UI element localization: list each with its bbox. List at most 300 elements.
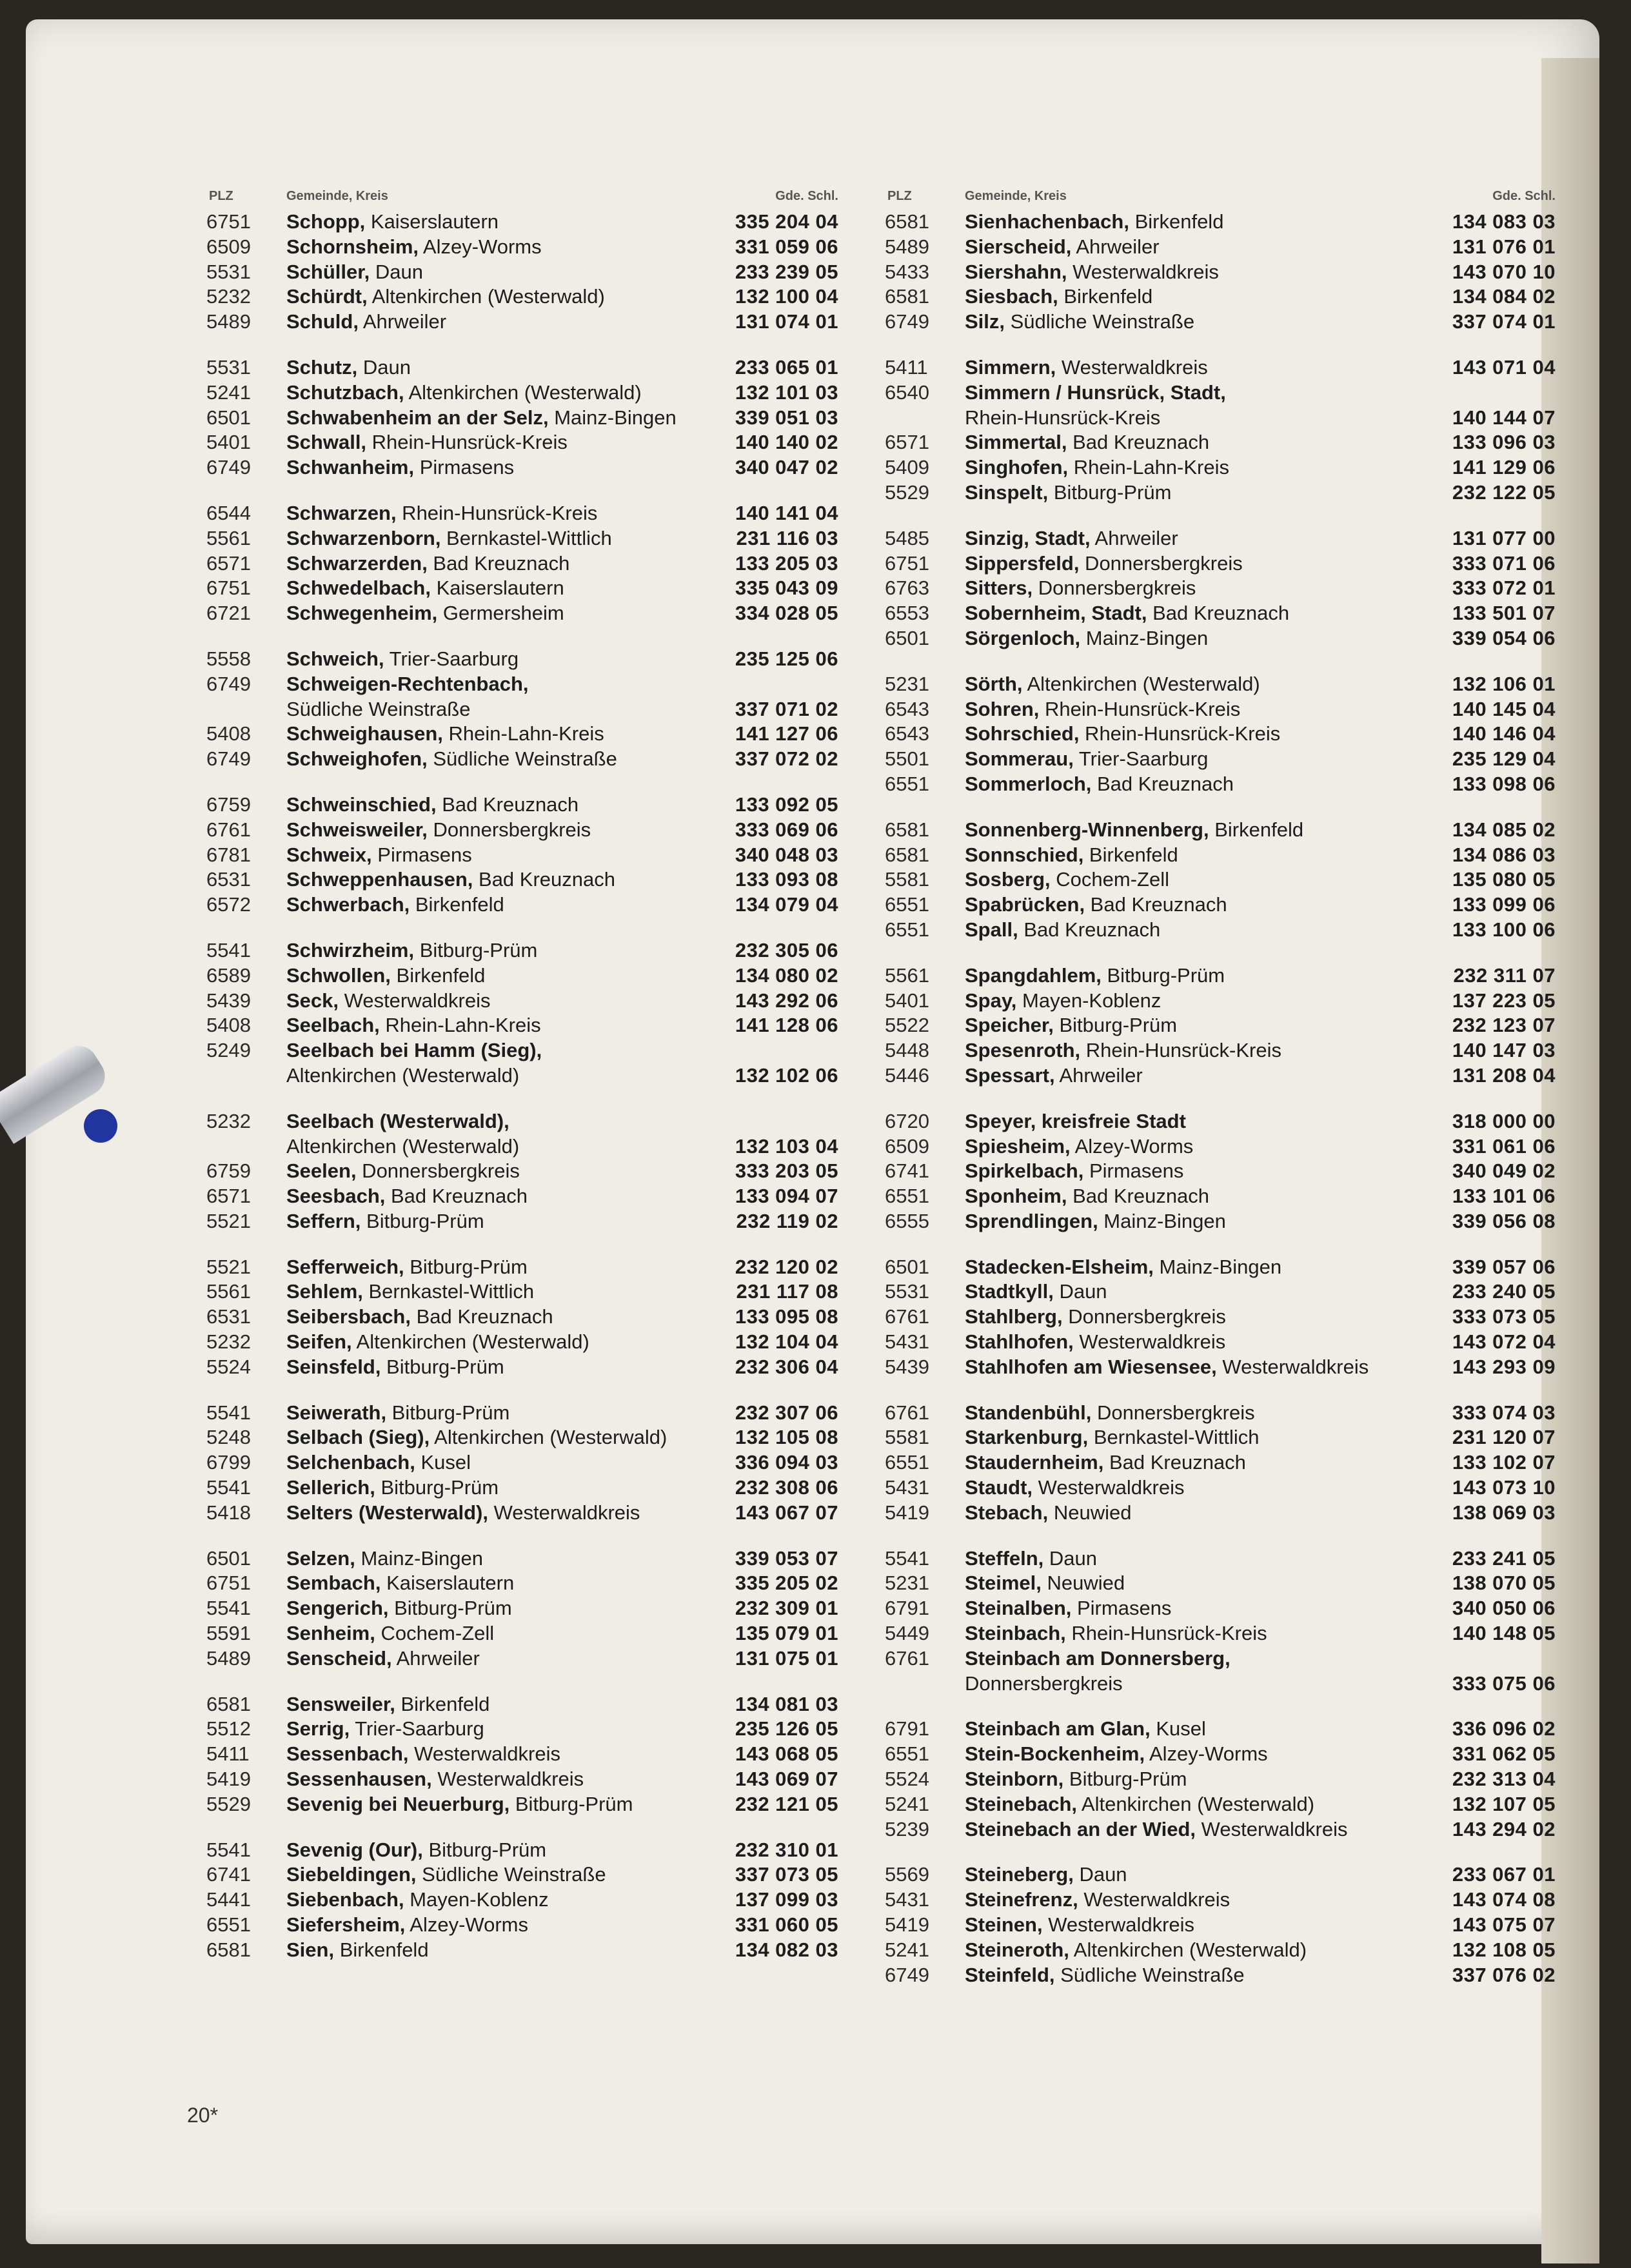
- municipality: [286, 1450, 471, 1475]
- municipality: [286, 1501, 640, 1526]
- list-item: [206, 1501, 858, 1526]
- district-name: Westerwaldkreis: [1033, 1476, 1185, 1499]
- postal-code: 6581: [885, 285, 929, 308]
- municipality-name: Schweisweiler,: [286, 818, 428, 841]
- municipality-name: Selbach (Sieg),: [286, 1426, 430, 1449]
- municipality-code: 140 146 04: [1452, 722, 1556, 745]
- municipality: [286, 672, 529, 722]
- municipality-code: 336 096 02: [1452, 1717, 1556, 1740]
- municipality-code: 143 070 10: [1452, 260, 1556, 283]
- postal-code: 6551: [885, 1185, 929, 1208]
- municipality-name: Schutz,: [286, 355, 358, 379]
- municipality: [965, 1501, 1131, 1526]
- district-name: Daun: [357, 355, 411, 379]
- postal-code: 6749: [206, 456, 251, 479]
- municipality-code: 138 069 03: [1452, 1501, 1556, 1524]
- postal-code: 5561: [206, 526, 251, 549]
- postal-code: 6551: [885, 918, 929, 941]
- municipality-name: Sinspelt,: [965, 480, 1049, 504]
- district-name: Bitburg-Prüm: [509, 1792, 633, 1815]
- municipality-code: 140 145 04: [1452, 697, 1556, 720]
- postal-code: 6581: [885, 818, 929, 841]
- municipality-name: Sien,: [286, 1938, 335, 1961]
- municipality: [286, 1425, 667, 1450]
- municipality-name: Spessart,: [965, 1063, 1055, 1087]
- postal-code: 6799: [206, 1451, 251, 1474]
- municipality-name: Sensweiler,: [286, 1692, 395, 1715]
- municipality-code: 132 108 05: [1452, 1938, 1556, 1961]
- municipality-name: Siebenbach,: [286, 1888, 404, 1911]
- municipality-code: 231 116 03: [736, 526, 838, 549]
- list-item: [206, 1279, 858, 1305]
- postal-code: 6751: [206, 577, 251, 600]
- municipality-name: Schwarzenborn,: [286, 526, 441, 549]
- municipality-code: 134 085 02: [1452, 818, 1556, 841]
- list-item: [206, 1692, 858, 1717]
- municipality-name: Schweppenhausen,: [286, 868, 473, 891]
- list-item: [885, 1817, 1556, 1842]
- municipality-code: 235 125 06: [735, 647, 838, 670]
- municipality-code: 232 120 02: [735, 1255, 838, 1278]
- municipality-code: 133 098 06: [1452, 772, 1556, 795]
- municipality-name: Schwabenheim an der Selz,: [286, 406, 549, 429]
- district-name: Rhein-Lahn-Kreis: [1068, 456, 1230, 479]
- municipality-name: Stahlhofen,: [965, 1330, 1074, 1354]
- municipality-name: Steimel,: [965, 1572, 1042, 1595]
- district-name: Ahrweiler: [1071, 235, 1160, 258]
- postal-code: 6751: [206, 210, 251, 233]
- district-name: Mainz-Bingen: [548, 406, 677, 429]
- list-item: [206, 1913, 858, 1938]
- municipality-code: 339 053 07: [735, 1546, 838, 1570]
- list-item: [206, 843, 858, 868]
- municipality: [286, 1038, 542, 1089]
- list-item: [206, 1330, 858, 1355]
- list-item: [885, 1305, 1556, 1330]
- municipality-name: Seinsfeld,: [286, 1355, 381, 1378]
- district-name: Trier-Saarburg: [350, 1717, 484, 1740]
- municipality: [286, 1888, 549, 1913]
- postal-code: 6581: [206, 1692, 251, 1715]
- municipality: [965, 1963, 1245, 1988]
- entry-group: [206, 647, 858, 772]
- list-item: [885, 355, 1556, 380]
- header-code: Gde. Schl.: [775, 189, 838, 203]
- district-name: Neuwied: [1048, 1501, 1132, 1524]
- district-name: Mayen-Koblenz: [404, 1888, 549, 1911]
- list-item: [885, 1501, 1556, 1526]
- district-name: Westerwaldkreis: [1216, 1355, 1369, 1378]
- municipality-code: 232 305 06: [735, 938, 838, 961]
- district-name: Pirmasens: [371, 843, 472, 866]
- postal-code: 5241: [885, 1938, 929, 1961]
- list-item: [885, 1450, 1556, 1475]
- postal-code: 6749: [206, 747, 251, 771]
- list-item: [206, 892, 858, 918]
- municipality-code: 132 102 06: [735, 1063, 838, 1087]
- district-name: Alzey-Worms: [405, 1913, 528, 1937]
- municipality-name: Senscheid,: [286, 1646, 392, 1670]
- municipality-code: 134 079 04: [735, 893, 838, 916]
- municipality: [286, 963, 485, 989]
- municipality-name: Sessenhausen,: [286, 1768, 432, 1791]
- postal-code: 5524: [206, 1355, 251, 1378]
- municipality-name: Simmern / Hunsrück, Stadt,: [965, 380, 1226, 404]
- postal-code: 6751: [206, 1572, 251, 1595]
- municipality: [286, 892, 504, 918]
- municipality: [286, 722, 604, 747]
- municipality: [286, 793, 578, 818]
- municipality: [286, 355, 411, 380]
- list-item: [885, 455, 1556, 480]
- postal-code: 5419: [206, 1768, 251, 1791]
- municipality-name: Steinebach an der Wied,: [965, 1817, 1196, 1840]
- district-name: Südliche Weinstraße: [427, 747, 617, 771]
- list-item: [206, 1355, 858, 1380]
- municipality-name: Singhofen,: [965, 456, 1069, 479]
- municipality: [965, 722, 1280, 747]
- district-name: Rhein-Hunsrück-Kreis: [1039, 697, 1241, 720]
- municipality-code: 143 073 10: [1452, 1476, 1556, 1499]
- list-item: [206, 793, 858, 818]
- municipality: [965, 1255, 1281, 1280]
- district-name: Westerwaldkreis: [488, 1501, 640, 1524]
- municipality-name: Sevenig (Our),: [286, 1838, 423, 1861]
- municipality-code: 133 100 06: [1452, 918, 1556, 941]
- district-name: Kusel: [415, 1451, 471, 1474]
- district-name: Bitburg-Prüm: [375, 1476, 499, 1499]
- municipality-code: 132 104 04: [735, 1330, 838, 1354]
- municipality: [965, 1817, 1347, 1842]
- postal-code: 5439: [206, 989, 251, 1012]
- municipality: [965, 1330, 1225, 1355]
- district-name: Kaiserslautern: [430, 577, 564, 600]
- list-item: [885, 480, 1556, 506]
- list-item: [206, 355, 858, 380]
- district-name: Südliche Weinstraße: [416, 1863, 606, 1886]
- postal-code: 6531: [206, 1305, 251, 1328]
- header-code: Gde. Schl.: [1492, 189, 1556, 203]
- postal-code: 5241: [206, 380, 251, 404]
- list-item: [206, 867, 858, 892]
- municipality-code: 134 080 02: [735, 963, 838, 987]
- municipality-name: Sengerich,: [286, 1597, 389, 1620]
- district-name: Mayen-Koblenz: [1016, 989, 1161, 1012]
- list-item: [206, 818, 858, 843]
- district-name: Bitburg-Prüm: [422, 1838, 547, 1861]
- entry-group: [206, 1255, 858, 1380]
- municipality-code: 232 308 06: [735, 1476, 838, 1499]
- entry-group: [206, 938, 858, 1089]
- district-name: Bitburg-Prüm: [361, 1209, 484, 1232]
- municipality-name: Spirkelbach,: [965, 1159, 1084, 1183]
- municipality: [965, 1938, 1307, 1963]
- municipality-code: 335 043 09: [735, 577, 838, 600]
- municipality-name: Seelbach,: [286, 1014, 380, 1037]
- municipality: [965, 1401, 1255, 1426]
- municipality: [965, 1621, 1267, 1646]
- postal-code: 6551: [885, 893, 929, 916]
- district-name: Rhein-Hunsrück-Kreis: [1065, 1622, 1267, 1645]
- district-name: Bitburg-Prüm: [414, 938, 538, 961]
- district-name: Rhein-Hunsrück-Kreis: [1079, 722, 1281, 745]
- municipality-name: Spay,: [965, 989, 1017, 1012]
- municipality-code: 235 129 04: [1452, 747, 1556, 771]
- entry-group: [206, 1546, 858, 1671]
- municipality-name: Seesbach,: [286, 1185, 386, 1208]
- municipality-code: 140 147 03: [1452, 1039, 1556, 1062]
- postal-code: 5558: [206, 647, 251, 670]
- municipality: [286, 430, 568, 455]
- pen-tip: [84, 1109, 117, 1143]
- list-item: [206, 1401, 858, 1426]
- municipality: [965, 747, 1208, 772]
- entry-group: [206, 355, 858, 480]
- municipality-code: 143 071 04: [1452, 355, 1556, 379]
- municipality: [286, 1621, 494, 1646]
- list-item: [885, 1938, 1556, 1963]
- municipality-name: Sobernheim, Stadt,: [965, 602, 1147, 625]
- municipality-code: 331 060 05: [735, 1913, 838, 1937]
- entry-group: [206, 1401, 858, 1526]
- list-item: [206, 1888, 858, 1913]
- district-name: Bitburg-Prüm: [386, 1401, 510, 1424]
- postal-code: 6501: [206, 406, 251, 429]
- municipality: [965, 1546, 1097, 1572]
- municipality-code: 133 102 07: [1452, 1451, 1556, 1474]
- postal-code: 5411: [206, 1742, 250, 1766]
- municipality-name: Sörgenloch,: [965, 626, 1081, 649]
- postal-code: 5448: [885, 1039, 929, 1062]
- municipality-code: 339 054 06: [1452, 626, 1556, 649]
- municipality-name: Sevenig bei Neuerburg,: [286, 1792, 510, 1815]
- list-item: [206, 430, 858, 455]
- municipality-name: Sippersfeld,: [965, 551, 1080, 575]
- municipality-code: 232 122 05: [1452, 480, 1556, 504]
- postal-code: 6543: [885, 697, 929, 720]
- municipality: [286, 501, 597, 526]
- municipality: [286, 1013, 541, 1038]
- postal-code: 5531: [206, 260, 251, 283]
- municipality: [965, 772, 1234, 797]
- municipality: [286, 1792, 633, 1817]
- district-name: Donnersbergkreis: [1033, 577, 1196, 600]
- district-name: Birkenfeld: [334, 1938, 429, 1961]
- district-name: Südliche Weinstraße: [1054, 1963, 1245, 1986]
- municipality-code: 235 126 05: [735, 1717, 838, 1740]
- municipality: [965, 1184, 1209, 1209]
- municipality-code: 140 144 07: [1452, 406, 1556, 429]
- municipality-code: 233 067 01: [1452, 1863, 1556, 1886]
- entry-group: [885, 1546, 1556, 1697]
- district-name: Alzey-Worms: [1145, 1742, 1268, 1766]
- postal-code: 6551: [206, 1913, 251, 1937]
- postal-code: 5433: [885, 260, 929, 283]
- district-name: Bitburg-Prüm: [1048, 480, 1172, 504]
- municipality-code: 233 065 01: [735, 355, 838, 379]
- municipality-name: Spiesheim,: [965, 1134, 1071, 1158]
- municipality-name: Selters (Westerwald),: [286, 1501, 488, 1524]
- postal-code: 6581: [206, 1938, 251, 1961]
- postal-code: 6721: [206, 602, 251, 625]
- municipality-code: 232 313 04: [1452, 1768, 1556, 1791]
- municipality-code: 133 093 08: [735, 868, 838, 891]
- district-name: Donnersbergkreis: [427, 818, 591, 841]
- list-item: [206, 1838, 858, 1863]
- postal-code: 5485: [885, 526, 929, 549]
- municipality-name: Spesenroth,: [965, 1039, 1081, 1062]
- municipality: [965, 526, 1178, 551]
- municipality-name: Stein-Bockenheim,: [965, 1742, 1145, 1766]
- district-name: Bad Kreuznach: [1067, 431, 1210, 454]
- municipality-name: Stahlhofen am Wiesensee,: [965, 1355, 1217, 1378]
- district-name: Pirmasens: [414, 456, 515, 479]
- list-item: [885, 892, 1556, 918]
- district-name: Ahrweiler: [1054, 1063, 1143, 1087]
- district-name: Daun: [370, 260, 423, 283]
- municipality: [286, 1305, 553, 1330]
- district-name: Mainz-Bingen: [355, 1546, 483, 1570]
- municipality-name: Sinzig, Stadt,: [965, 526, 1091, 549]
- district-name: Ahrweiler: [358, 310, 447, 333]
- postal-code: 5431: [885, 1330, 929, 1354]
- municipality-name: Sellerich,: [286, 1476, 375, 1499]
- municipality-code: 333 203 05: [735, 1159, 838, 1183]
- postal-code: 6581: [885, 843, 929, 866]
- entry-group: [885, 526, 1556, 651]
- postal-code: 6544: [206, 501, 251, 524]
- municipality: [286, 989, 490, 1014]
- municipality-name: Schwedelbach,: [286, 577, 431, 600]
- municipality-name: Stadecken-Elsheim,: [965, 1255, 1154, 1278]
- district-name: Bad Kreuznach: [436, 793, 579, 816]
- list-item: [885, 1159, 1556, 1184]
- postal-code: 6571: [885, 431, 929, 454]
- postal-code: 6749: [206, 672, 251, 695]
- list-item: [206, 1255, 858, 1280]
- municipality: [965, 843, 1178, 868]
- postal-code: 6551: [885, 1451, 929, 1474]
- municipality: [286, 1546, 483, 1572]
- municipality-code: 133 095 08: [735, 1305, 838, 1328]
- entry-group: [885, 1255, 1556, 1380]
- municipality-name: Standenbühl,: [965, 1401, 1092, 1424]
- municipality: [965, 1571, 1125, 1596]
- municipality: [286, 818, 591, 843]
- list-item: [885, 526, 1556, 551]
- municipality: [965, 1063, 1143, 1089]
- municipality: [286, 1692, 489, 1717]
- municipality-code: 131 208 04: [1452, 1063, 1556, 1087]
- postal-code: 6509: [885, 1134, 929, 1158]
- municipality: [965, 1792, 1314, 1817]
- municipality-name: Schornsheim,: [286, 235, 419, 258]
- municipality: [965, 1862, 1127, 1888]
- municipality-code: 233 241 05: [1452, 1546, 1556, 1570]
- postal-code: 5531: [885, 1280, 929, 1303]
- postal-code: 5248: [206, 1426, 251, 1449]
- municipality: [286, 1913, 528, 1938]
- district-name: Bad Kreuznach: [427, 551, 570, 575]
- postal-code: 6759: [206, 1159, 251, 1183]
- municipality: [286, 210, 499, 235]
- municipality: [965, 963, 1225, 989]
- municipality-code: 233 240 05: [1452, 1280, 1556, 1303]
- entry-group: [885, 672, 1556, 797]
- municipality-name: Siefersheim,: [286, 1913, 406, 1937]
- municipality: [965, 551, 1243, 577]
- list-item: [885, 235, 1556, 260]
- postal-code: 6551: [885, 1742, 929, 1766]
- district-name: Altenkirchen (Westerwald): [1069, 1938, 1307, 1961]
- municipality-code: 333 071 06: [1452, 551, 1556, 575]
- municipality-name: Speyer, kreisfreie Stadt: [965, 1109, 1186, 1132]
- municipality-name: Schürdt,: [286, 285, 368, 308]
- list-item: [206, 1862, 858, 1888]
- municipality-code: 132 107 05: [1452, 1792, 1556, 1815]
- municipality-code: 134 083 03: [1452, 210, 1556, 233]
- municipality: [965, 601, 1289, 626]
- district-name: Bitburg-Prüm: [381, 1355, 504, 1378]
- district-name: Westerwaldkreis: [1056, 355, 1208, 379]
- district-name: Bad Kreuznach: [1018, 918, 1161, 941]
- postal-code: 6501: [206, 1546, 251, 1570]
- municipality: [965, 867, 1169, 892]
- municipality-name: Seelbach bei Hamm (Sieg),: [286, 1039, 542, 1062]
- municipality-code: 135 080 05: [1452, 868, 1556, 891]
- municipality-code: 337 074 01: [1452, 310, 1556, 333]
- municipality-code: 133 092 05: [735, 793, 838, 816]
- list-item: [885, 430, 1556, 455]
- district-name: Rhein-Hunsrück-Kreis: [965, 406, 1161, 429]
- municipality-code: 143 293 09: [1452, 1355, 1556, 1378]
- municipality-code: 335 205 02: [735, 1572, 838, 1595]
- district-name: Pirmasens: [1083, 1159, 1184, 1183]
- municipality-name: Staudernheim,: [965, 1451, 1104, 1474]
- list-item: [206, 526, 858, 551]
- municipality: [965, 1888, 1230, 1913]
- district-name: Altenkirchen (Westerwald): [404, 380, 642, 404]
- municipality-name: Schopp,: [286, 210, 366, 233]
- list-item: [206, 1013, 858, 1038]
- municipality-name: Schwarzerden,: [286, 551, 428, 575]
- municipality-name: Sohren,: [965, 697, 1040, 720]
- district-name: Westerwaldkreis: [1073, 1330, 1226, 1354]
- postal-code: 5561: [885, 963, 929, 987]
- municipality-name: Sembach,: [286, 1572, 381, 1595]
- list-item: [885, 918, 1556, 943]
- municipality: [286, 380, 642, 406]
- municipality-name: Steinbach am Donnersberg,: [965, 1646, 1231, 1670]
- municipality-code: 134 081 03: [735, 1692, 838, 1715]
- municipality: [286, 867, 615, 892]
- district-name: Bitburg-Prüm: [404, 1255, 528, 1278]
- municipality-code: 134 084 02: [1452, 285, 1556, 308]
- municipality-code: 334 028 05: [735, 602, 838, 625]
- postal-code: 5441: [206, 1888, 251, 1911]
- district-name: Birkenfeld: [1209, 818, 1304, 841]
- postal-code: 6571: [206, 551, 251, 575]
- list-item: [885, 772, 1556, 797]
- municipality-name: Sommerau,: [965, 747, 1074, 771]
- column-header: [885, 184, 1556, 210]
- postal-code: 6553: [885, 602, 929, 625]
- district-name: Westerwaldkreis: [339, 989, 491, 1012]
- municipality-code: 133 101 06: [1452, 1185, 1556, 1208]
- municipality-name: Simmertal,: [965, 431, 1067, 454]
- list-item: [885, 818, 1556, 843]
- list-item: [885, 260, 1556, 285]
